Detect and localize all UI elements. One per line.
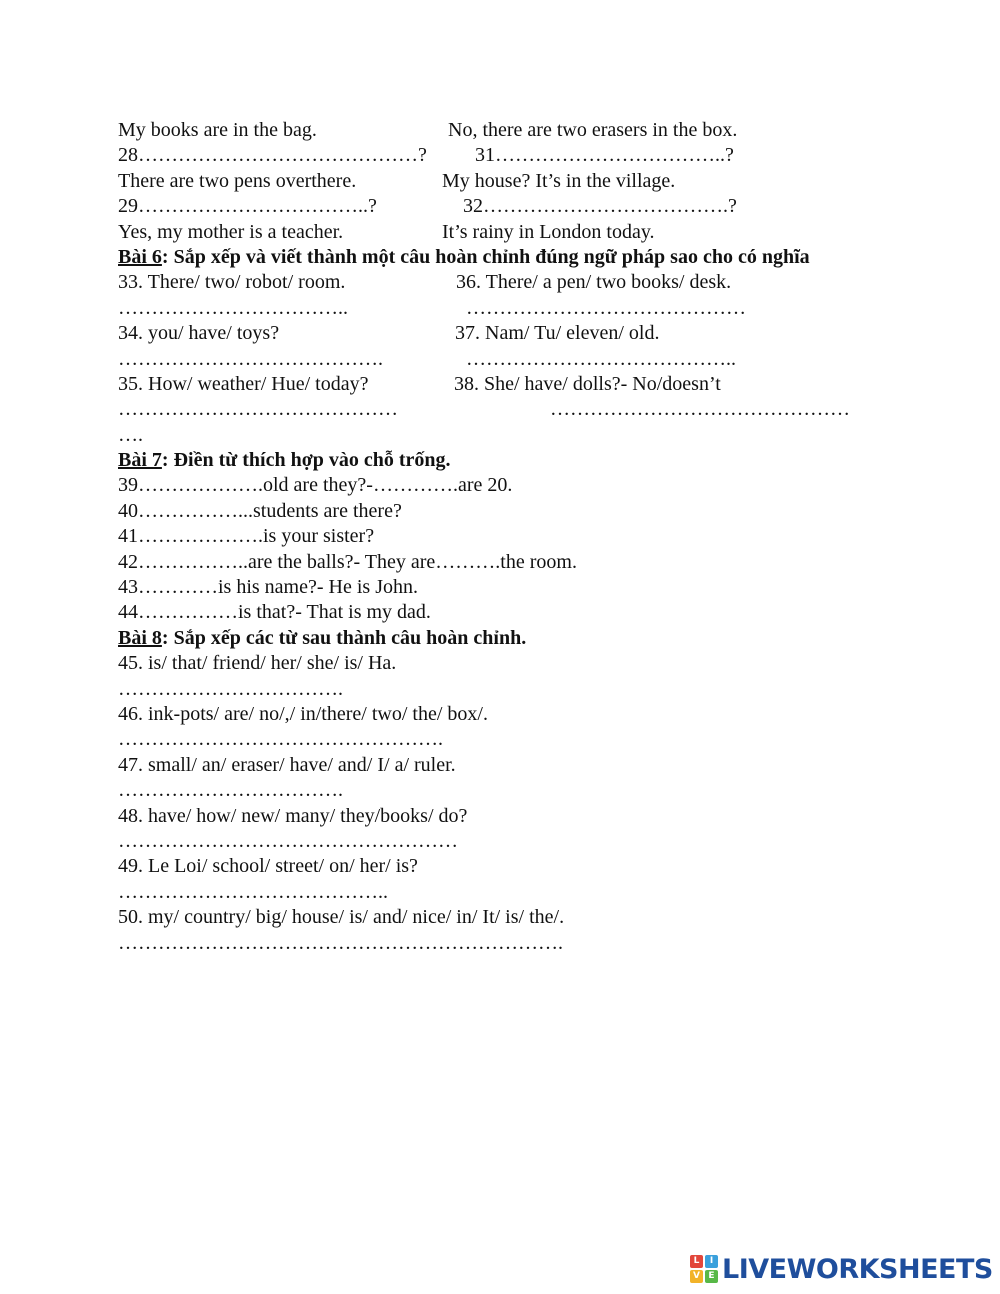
answer-pair-row-right: No, there are two erasers in the box. (448, 119, 738, 141)
bai8-question: 45. is/ that/ friend/ her/ she/ is/ Ha. (118, 652, 397, 675)
bai6-row-left: …. (118, 423, 143, 446)
bai6-row (118, 321, 898, 346)
answer-pair-row (118, 220, 898, 245)
bai6-heading-label: Bài 6 (118, 245, 162, 268)
bai8-heading-text: : Sắp xếp các từ sau thành câu hoàn chỉnh. (161, 626, 527, 649)
bai8-heading (118, 626, 898, 651)
answer-pair-row-left: 29……………………………..? (118, 195, 377, 218)
logo-mark-tile: V (690, 1270, 703, 1283)
answer-pair-row-left: My books are in the bag. (118, 119, 317, 141)
bai8-question: 49. Le Loi/ school/ street/ on/ her/ is? (118, 855, 418, 878)
answer-pair-row (118, 169, 898, 194)
logo-mark-tile: I (705, 1255, 718, 1268)
bai7-item: 41……………….is your sister? (118, 525, 375, 548)
liveworksheets-logo (690, 1252, 993, 1286)
bai6-heading-text: : Sắp xếp và viết thành một câu hoàn chỉnh đúng ngữ pháp sao cho có nghĩa (161, 245, 810, 268)
bai6-row-right: 37. Nam/ Tu/ eleven/ old. (455, 322, 660, 345)
answer-pair-row-left: There are two pens overthere. (118, 169, 357, 192)
answer-pair-row-right: It’s rainy in London today. (442, 220, 655, 243)
bai7-item: 44……………is that?- That is my dad. (118, 601, 431, 624)
answer-pair-row-left: 28……………………………………? (118, 144, 427, 167)
liveworksheets-mark-icon (690, 1255, 718, 1283)
bai8-answer-line: ………………………………….. (118, 880, 388, 903)
bai8-answer-line: …………………………………………………………. (118, 931, 563, 954)
logo-mark-tile: L (690, 1255, 703, 1268)
bai6-row (118, 270, 898, 295)
bai7-heading (118, 448, 898, 473)
answer-pair-row (118, 143, 898, 168)
bai6-row-right: ………………………………….. (466, 347, 736, 370)
bai7-item: 39……………….old are they?-………….are 20. (118, 474, 513, 497)
answer-pair-row-right: 32……………………………….? (463, 195, 737, 218)
bai6-row-right: ……………………………………… (550, 398, 850, 421)
bai8-answer-line: …………………………………………… (118, 829, 458, 852)
logo-text: LIVEWORKSHEETS (722, 1253, 993, 1285)
answer-pair-row (118, 194, 898, 219)
bai6-row-left: 33. There/ two/ robot/ room. (118, 271, 346, 294)
bai8-question: 47. small/ an/ eraser/ have/ and/ I/ a/ ruler. (118, 753, 456, 776)
bai6-row-left: 34. you/ have/ toys? (118, 322, 280, 345)
bai7-item: 43…………is his name?- He is John. (118, 576, 418, 599)
answer-pair-row-left: Yes, my mother is a teacher. (118, 220, 344, 243)
bai6-row (118, 372, 898, 397)
answer-pair-row (118, 118, 898, 143)
bai6-row-right: 38. She/ have/ dolls?- No/doesn’t (454, 372, 721, 395)
answer-pair-row-right: My house? It’s in the village. (442, 169, 676, 192)
worksheet-content (118, 118, 898, 956)
bai6-row-left: …………………………………… (118, 398, 398, 421)
bai6-row-right: 36. There/ a pen/ two books/ desk. (456, 271, 732, 294)
bai8-answer-line: …………………………………………. (118, 728, 443, 751)
bai6-row (118, 296, 898, 321)
answer-pair-row-right: 31……………………………..? (475, 144, 734, 167)
bai6-row-right: …………………………………… (466, 296, 746, 319)
bai8-answer-line: ……………………………. (118, 779, 343, 802)
bai6-row-left: …………………………………. (118, 347, 383, 370)
bai7-item: 42……………..are the balls?- They are……….the room. (118, 550, 577, 573)
bai8-question: 48. have/ how/ new/ many/ they/books/ do? (118, 804, 468, 827)
bai8-question: 46. ink-pots/ are/ no/,/ in/there/ two/ the/ box/. (118, 702, 488, 725)
bai7-heading-label: Bài 7 (118, 449, 162, 472)
logo-mark-tile: E (705, 1270, 718, 1283)
bai8-answer-line: ……………………………. (118, 677, 343, 700)
bai6-row (118, 423, 898, 448)
bai7-item: 40……………...students are there? (118, 499, 402, 522)
bai6-row-left: …………………………….. (118, 296, 348, 319)
bai7-heading-text: : Điền từ thích hợp vào chỗ trống. (161, 449, 451, 472)
bai6-row (118, 347, 898, 372)
bai8-question: 50. my/ country/ big/ house/ is/ and/ nice/ in/ It/ is/ the/. (118, 906, 565, 929)
bai6-row-left: 35. How/ weather/ Hue/ today? (118, 372, 369, 395)
bai6-heading (118, 245, 898, 270)
bai8-heading-label: Bài 8 (118, 626, 162, 649)
bai6-row (118, 397, 898, 422)
